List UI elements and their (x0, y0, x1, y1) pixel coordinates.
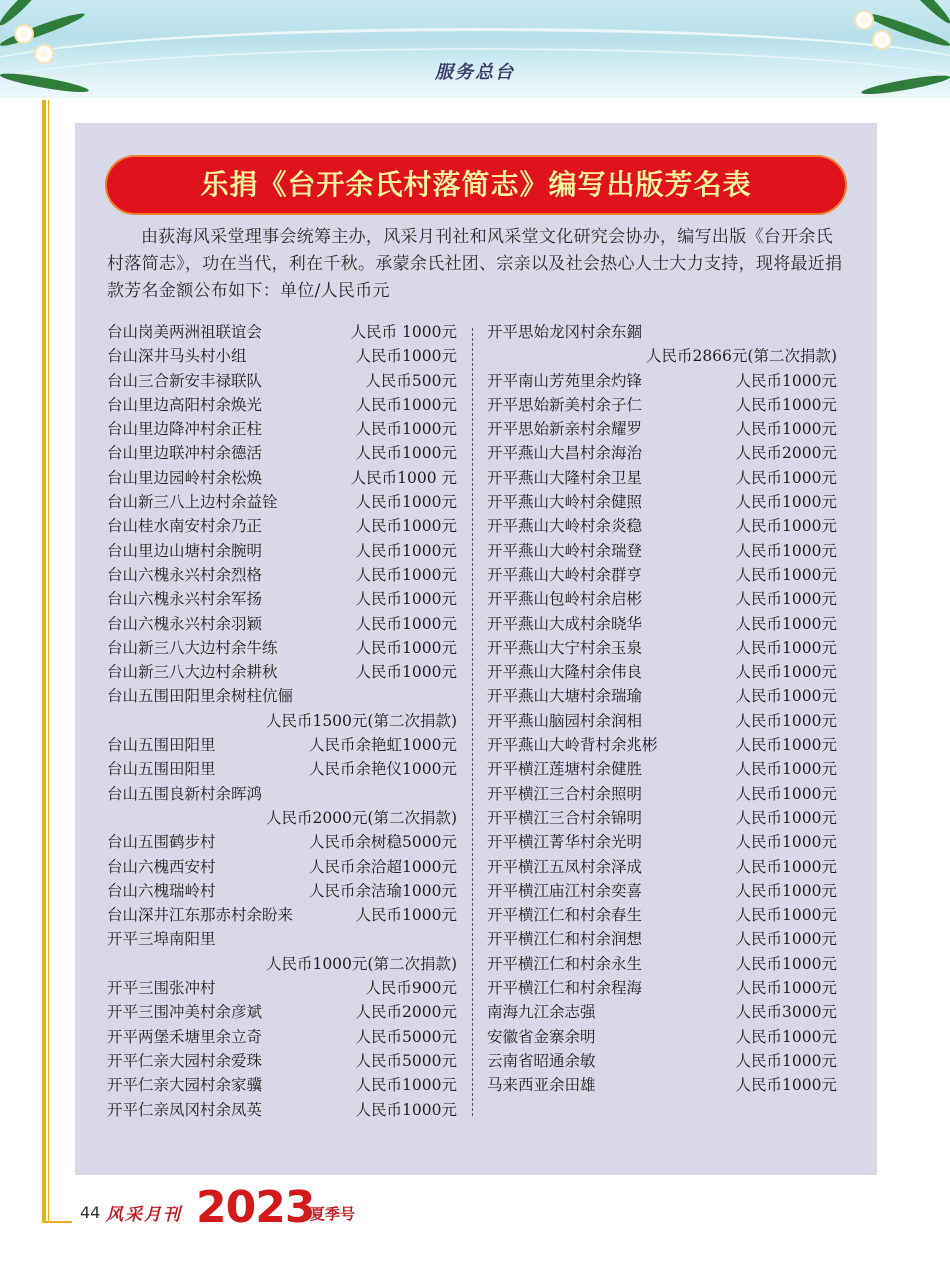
donor-name: 开平燕山脑园村余润相 (487, 711, 643, 730)
donation-amount: 人民币1000元(第二次捐款) (265, 954, 457, 973)
donation-amount: 人民币1000元 (735, 590, 837, 609)
donor-row (107, 563, 457, 587)
donor-name: 台山桂水南安村余乃正 (107, 517, 263, 536)
donation-amount: 人民币2000元 (355, 1003, 457, 1022)
donor-row (487, 855, 837, 879)
donation-amount: 人民币1000元 (735, 395, 837, 414)
donation-amount: 人民币1000元 (355, 638, 457, 657)
donor-row (107, 830, 457, 854)
section-label: 服务总台 (435, 62, 515, 83)
donor-row (107, 344, 457, 368)
donation-amount: 人民币900元 (365, 979, 457, 998)
column-divider (472, 328, 473, 1116)
donor-name: 开平两堡禾塘里余立奇 (107, 1027, 263, 1046)
donor-row (107, 612, 457, 636)
donation-amount: 人民币2000元 (735, 444, 837, 463)
donor-row (107, 733, 457, 757)
donor-name: 台山新三八上边村余益铨 (107, 493, 278, 512)
donor-row (487, 830, 837, 854)
donor-row (487, 976, 837, 1000)
donor-row (487, 903, 837, 927)
donation-amount: 人民币1000元 (355, 590, 457, 609)
donor-name: 台山新三八大边村余耕秋 (107, 663, 278, 682)
donor-row (107, 952, 457, 976)
donor-name: 开平横江庙江村余奕喜 (487, 881, 643, 900)
donor-row (107, 976, 457, 1000)
donor-name: 开平横江仁和村余永生 (487, 954, 643, 973)
donor-row (487, 514, 837, 538)
donor-row (487, 879, 837, 903)
donor-name: 开平思始新亲村余耀罗 (487, 420, 643, 439)
donation-amount: 人民币1000元 (735, 930, 837, 949)
donor-row (107, 903, 457, 927)
donor-row (107, 1025, 457, 1049)
title-banner (107, 157, 845, 213)
donor-row (487, 441, 837, 465)
donor-row (487, 806, 837, 830)
donor-name: 开平燕山大隆村余卫星 (487, 468, 643, 487)
donation-amount: 人民币2866元(第二次捐款) (645, 347, 837, 366)
donor-row (487, 320, 837, 344)
donor-name: 南海九江余志强 (487, 1003, 596, 1022)
donor-row (487, 539, 837, 563)
donor-row (107, 441, 457, 465)
donation-amount: 人民币1000元 (735, 857, 837, 876)
donation-amount: 人民币1000元 (735, 711, 837, 730)
donation-amount: 人民币1000元 (735, 784, 837, 803)
donor-row (487, 466, 837, 490)
gold-border-line (42, 100, 46, 1222)
donor-name: 开平燕山大塘村余瑞瑜 (487, 687, 643, 706)
donor-row (107, 636, 457, 660)
donor-name: 开平仁亲大园村余家骥 (107, 1076, 263, 1095)
donation-amount: 人民币1000元 (355, 1100, 457, 1119)
donation-amount: 人民币1000元 (355, 420, 457, 439)
header-band (0, 0, 950, 98)
donor-row (107, 1049, 457, 1073)
footer-rule (42, 1221, 72, 1223)
intro-paragraph: 由荻海风采堂理事会统筹主办，风采月刊社和风采堂文化研究会协办，编写出版《台开余氏村落简志》，功在当代，利在千秋。承蒙余氏社团、宗亲以及社会热心人士大力支持，现将最近捐款芳名金额公布如下：单位/人民币元 (107, 227, 843, 301)
donor-name: 台山六槐西安村 (107, 857, 216, 876)
donation-amount: 人民币1000元 (355, 493, 457, 512)
donation-amount: 人民币1000元 (355, 517, 457, 536)
donor-name: 台山五围田阳里 (107, 760, 216, 779)
donor-row (487, 417, 837, 441)
donor-name: 台山六槐瑞岭村 (107, 881, 216, 900)
donor-row (487, 587, 837, 611)
donor-name: 开平横江仁和村余润想 (487, 930, 643, 949)
donation-amount: 人民币1000元 (355, 395, 457, 414)
donor-name: 台山岗美两洲祖联谊会 (107, 323, 263, 341)
donation-amount: 人民币1000元 (735, 954, 837, 973)
magazine-name: 风采月刊 (106, 1205, 182, 1225)
donor-name: 马来西亚余田雄 (487, 1076, 596, 1095)
donation-amount: 人民币1000元 (735, 881, 837, 900)
donor-row (107, 393, 457, 417)
donation-amount: 人民币2000元(第二次捐款) (265, 808, 457, 827)
donation-amount: 人民币1000元 (735, 541, 837, 560)
donation-amount: 人民币1000元 (355, 565, 457, 584)
donation-amount: 人民币1000 元 (350, 468, 457, 487)
donor-name: 开平思始新美村余子仁 (487, 395, 643, 414)
donation-amount: 人民币1000元 (735, 736, 837, 755)
donor-name: 开平燕山大岭村余瑞登 (487, 541, 643, 560)
donor-name: 开平燕山大岭村余健照 (487, 493, 643, 512)
donor-name: 开平横江仁和村余春生 (487, 906, 643, 925)
donor-row (107, 369, 457, 393)
donor-name: 台山里边降冲村余正柱 (107, 420, 263, 439)
donation-amount: 人民币1000元 (735, 979, 837, 998)
donor-row (107, 320, 457, 344)
donor-name: 台山里边园岭村余松焕 (107, 468, 263, 487)
issue-year: 2023 (196, 1182, 315, 1233)
donor-row (107, 782, 457, 806)
donor-list-left (107, 320, 457, 1122)
donor-name: 开平横江三合村余照明 (487, 784, 643, 803)
donor-row (487, 369, 837, 393)
donor-row (487, 612, 837, 636)
donor-row (107, 1073, 457, 1097)
donor-row (487, 636, 837, 660)
donation-amount: 人民币5000元 (355, 1027, 457, 1046)
donor-row (487, 490, 837, 514)
donor-row (487, 927, 837, 951)
donation-amount: 人民币 1000元 (350, 323, 457, 341)
donor-name: 开平燕山大岭背村余兆彬 (487, 736, 658, 755)
donor-name: 台山五围田阳里余树柱伉俪 (107, 687, 294, 706)
donor-name: 台山深井江东那赤村余盼来 (107, 906, 294, 925)
donor-row (107, 490, 457, 514)
donation-amount: 人民币余洽超1000元 (309, 857, 457, 876)
donor-row (487, 684, 837, 708)
donation-amount: 人民币1000元 (355, 1076, 457, 1095)
donor-name: 开平横江菁华村余光明 (487, 833, 643, 852)
donation-amount: 人民币1000元 (355, 541, 457, 560)
donor-row (487, 709, 837, 733)
donor-row (487, 1073, 837, 1097)
donor-row (107, 806, 457, 830)
donation-amount: 人民币1000元 (735, 565, 837, 584)
donor-name: 台山三合新安丰禄联队 (107, 371, 263, 390)
donor-row (107, 539, 457, 563)
page-title: 乐捐《台开余氏村落简志》编写出版芳名表 (200, 168, 752, 201)
donor-row (487, 952, 837, 976)
donor-name: 开平南山芳苑里余灼锋 (487, 371, 643, 390)
donation-amount: 人民币余洁瑜1000元 (309, 881, 457, 900)
donation-amount: 人民币1000元 (735, 517, 837, 536)
donation-amount: 人民币1000元 (735, 760, 837, 779)
donor-row (487, 733, 837, 757)
issue-season: 夏季号 (310, 1205, 356, 1223)
donation-amount: 人民币1000元 (735, 638, 837, 657)
page-number: 44 (80, 1203, 101, 1222)
donor-row (487, 660, 837, 684)
donor-name: 台山五围田阳里 (107, 736, 216, 755)
donor-row (107, 855, 457, 879)
donor-name: 开平燕山大宁村余玉泉 (487, 638, 643, 657)
donor-name: 开平三围张冲村 (107, 979, 216, 998)
donation-amount: 人民币1000元 (355, 347, 457, 366)
donor-name: 开平横江三合村余锦明 (487, 808, 643, 827)
donor-name: 开平燕山包岭村余启彬 (487, 590, 643, 609)
donor-row (487, 782, 837, 806)
donor-name: 台山里边山塘村余腕明 (107, 541, 263, 560)
donation-amount: 人民币1000元 (735, 833, 837, 852)
donation-amount: 人民币1000元 (735, 906, 837, 925)
donor-name: 台山深井马头村小组 (107, 347, 247, 366)
gold-border-line (48, 100, 49, 1222)
donation-amount: 人民币余树稳5000元 (309, 833, 457, 852)
donor-name: 台山五围良新村余晖鸿 (107, 784, 263, 803)
donor-name: 台山新三八大边村余牛练 (107, 638, 278, 657)
donation-amount: 人民币1000元 (735, 371, 837, 390)
donor-row (107, 757, 457, 781)
donor-name: 台山六槐永兴村余羽颖 (107, 614, 263, 633)
donation-amount: 人民币1000元 (735, 420, 837, 439)
donor-row (487, 393, 837, 417)
donor-row (487, 1025, 837, 1049)
donation-amount: 人民币1000元 (735, 1051, 837, 1070)
donor-row (487, 563, 837, 587)
donor-row (107, 466, 457, 490)
donation-amount: 人民币3000元 (735, 1003, 837, 1022)
donor-row (487, 344, 837, 368)
donor-name: 开平思始龙冈村余东錮 (487, 323, 643, 341)
donation-amount: 人民币500元 (365, 371, 457, 390)
donor-row (107, 879, 457, 903)
donor-name: 开平燕山大昌村余海治 (487, 444, 643, 463)
donor-name: 开平三围冲美村余彦斌 (107, 1003, 263, 1022)
donor-name: 开平燕山大岭村余炎稳 (487, 517, 643, 536)
donor-name: 台山里边联冲村余德活 (107, 444, 263, 463)
donor-name: 开平横江莲塘村余健胜 (487, 760, 643, 779)
donor-name: 开平横江五凤村余泽成 (487, 857, 643, 876)
donor-name: 开平燕山大隆村余伟良 (487, 663, 643, 682)
donation-amount: 人民币余艳虹1000元 (309, 736, 457, 755)
donation-amount: 人民币1000元 (735, 663, 837, 682)
donor-row (487, 1049, 837, 1073)
donor-row (107, 927, 457, 951)
donation-amount: 人民币1000元 (735, 493, 837, 512)
donation-amount: 人民币1000元 (355, 614, 457, 633)
donor-row (107, 587, 457, 611)
donor-row (487, 1000, 837, 1024)
donor-row (107, 417, 457, 441)
donor-name: 开平仁亲大园村余爱珠 (107, 1051, 263, 1070)
donor-row (107, 660, 457, 684)
donation-amount: 人民币1000元 (735, 687, 837, 706)
donation-amount: 人民币1000元 (735, 1027, 837, 1046)
donor-name: 开平三埠南阳里 (107, 930, 216, 949)
donor-list-right (487, 320, 837, 1098)
donation-amount: 人民币1000元 (735, 468, 837, 487)
donation-amount: 人民币1000元 (735, 1076, 837, 1095)
donation-amount: 人民币1500元(第二次捐款) (265, 711, 457, 730)
donation-amount: 人民币1000元 (355, 663, 457, 682)
donor-name: 台山六槐永兴村余烈格 (107, 565, 263, 584)
donation-amount: 人民币1000元 (735, 808, 837, 827)
donor-name: 开平燕山大岭村余群亨 (487, 565, 643, 584)
donor-name: 开平仁亲凤冈村余凤英 (107, 1100, 263, 1119)
donation-amount: 人民币5000元 (355, 1051, 457, 1070)
donor-row (107, 684, 457, 708)
donor-row (107, 709, 457, 733)
donor-row (107, 1000, 457, 1024)
donor-row (107, 514, 457, 538)
donor-name: 台山里边高阳村余焕光 (107, 395, 263, 414)
donor-name: 台山五围鹤步村 (107, 833, 216, 852)
donor-name: 云南省昭通余敏 (487, 1051, 596, 1070)
donor-name: 台山六槐永兴村余军扬 (107, 590, 263, 609)
donor-name: 安徽省金寨余明 (487, 1027, 596, 1046)
donation-amount: 人民币1000元 (355, 906, 457, 925)
donation-amount: 人民币1000元 (735, 614, 837, 633)
donor-row (487, 757, 837, 781)
donor-name: 开平燕山大成村余晓华 (487, 614, 643, 633)
donor-name: 开平横江仁和村余程海 (487, 979, 643, 998)
donor-row (107, 1098, 457, 1122)
donation-amount: 人民币1000元 (355, 444, 457, 463)
donation-amount: 人民币余艳仪1000元 (309, 760, 457, 779)
